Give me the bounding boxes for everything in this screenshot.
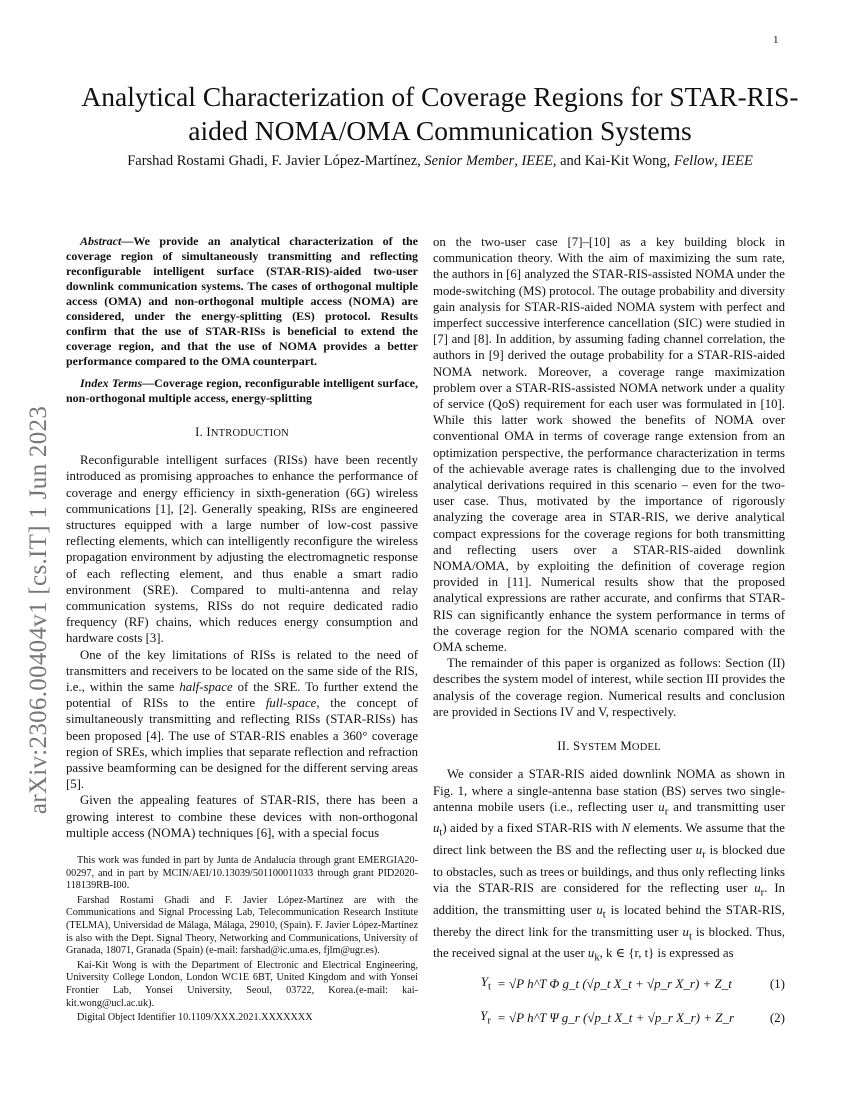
footnotes (66, 855, 418, 1025)
eq1-lhs: Y (480, 973, 488, 989)
sub-r: r (664, 806, 669, 818)
eq1-rhs: = √P h^T Φ g_t (√p_t X_t + √p_r X_r) + Z_t (497, 976, 732, 992)
sub-r: r (760, 887, 765, 899)
section-title-initial-2: M (620, 739, 632, 754)
section-heading-introduction (66, 424, 418, 442)
author-2: F. Javier López-Martínez (271, 153, 418, 169)
author-line: Farshad Rostami Ghadi, F. Javier López-Martínez, Senior Member, IEEE, and Kai-Kit Wong, Fellow, IEEE (127, 153, 753, 169)
sm-text-g: is located behind the STAR-RIS, thereby the direct link for the transmitting user (433, 902, 785, 939)
sm-text-c: ) aided by a fixed STAR-RIS with (442, 821, 622, 836)
intro-paragraph-2 (66, 647, 418, 793)
var-u: u (433, 821, 440, 836)
author-3: Kai-Kit Wong (584, 153, 667, 169)
eq1-number: (1) (769, 976, 785, 992)
intro-paragraph-1: Reconfigurable intelligent surfaces (RISs) have been recently introduced as promising approaches to enhance the performance of coverage and energy efficiency in sixth-generation (6G) wireless communications [1], [2]. Generally speaking, RISs are engineered structures equipped with a large number of low-cost passive reflecting elements, which can intelligently reconfigure the wireless propagation environment by adjusting the electromagnetic response of each reflecting element, and thus enable a smart radio environment (SRE). Compared to multi-antenna and relay communication systems, RISs do not require dedicated radio frequency (RF) chains, which reduces energy consumption and hardware costs [3]. (66, 453, 418, 646)
sub-t: t (602, 909, 606, 921)
author-1: Farshad Rostami Ghadi (127, 153, 265, 169)
equation-2 (433, 1001, 785, 1035)
intro-p2-text-c: , the concept of simultaneously transmitting and reflecting RISs (STAR-RISs) has been proposed [4]. The use of STAR-RIS enables a 360° coverage region of SREs, which implies that separate reflection and refraction passive beamforming can be designed for the different serving areas [5]. (66, 696, 418, 792)
eq2-rhs: = √P h^T Ψ g_r (√p_t X_t + √p_r X_r) + Z_r (497, 1010, 735, 1026)
abstract-text: We provide an analytical characterization of the coverage region of simultaneously transmitting and reflecting reconfigurable intelligent surface (STAR-RIS)-aided two-user downlink communication systems. The cases of orthogonal multiple access (OMA) and non-orthogonal multiple access (NOMA) are considered, under the energy-splitting (ES) protocol. Results confirm that the use of STAR-RISs is beneficial to extend the coverage region, and that the use of NOMA provides a better performance compared to the OMA counterpart. (66, 234, 418, 368)
system-model-paragraph-1 (433, 766, 785, 967)
intro-p2-text-a: One of the key limitations of RISs is related to the need of transmitters and receivers to be located on the same side of the RIS, i.e., within the same (66, 647, 418, 695)
section-numeral: I. (195, 425, 203, 439)
section-title-initial: I (206, 425, 211, 439)
section-title-initial: S (573, 739, 581, 754)
sub-r: r (702, 849, 706, 861)
var-n: N (621, 821, 631, 836)
intro-paragraph-3-continued: on the two-user case [7]–[10] as a key building block in communication theory. With the aim of maximizing the sum rate, the authors in [6] analyzed the STAR-RIS-assisted NOMA under the mode-switching (MS) protocol. The outage probability and diversity gain analysis for STAR-RIS-aided NOMA system with perfect and imperfect successive interference cancellation (SIC) were studied in [7] and [8]. In addition, by assuming fading channel correlation, the authors in [9] derived the outage probability for a STAR-RIS-aided NOMA network. Moreover, a coverage range maximization problem over a STAR-RIS-assisted NOMA network under a quality of service (QoS) requirement for each user was formulated in [10]. While this latter work showed the benefits of NOMA over conventional OMA in terms of coverage range extension from an optimization perspective, the performance characterization in terms of the achievable average rates is challenging due to the involved analytical derivations required in this scenario – even for the two-user case. Thus, motivated by the importance of rigorously analyzing the coverage area in STAR-RIS, we derive analytical compact expressions for the coverage regions for both transmitting and reflecting users over a STAR-RIS-aided downlink NOMA/OMA, by exploiting the definition of coverage region provided in [11]. Numerical results show that the proposed analytical expressions are rather accurate, and confirms that STAR-RIS can significantly enhance the system performance in terms of the coverage region for the NOMA scenario compared with the OMA scheme. (433, 235, 785, 655)
arxiv-identifier-stamp[interactable]: arXiv:2306.00404v1 [cs.IT] 1 Jun 2023 (25, 405, 52, 815)
author-conjunction: and (560, 153, 582, 169)
sm-text-d: elements. We assume that the direct link between the BS and the reflecting user (433, 821, 785, 858)
sm-text-f: . In addition, the transmitting user (433, 881, 786, 917)
eq1-lhs-sub: t (487, 980, 491, 993)
section-numeral: II. (557, 739, 570, 754)
index-terms-text: Coverage region, reconfigurable intelligent surface, non-orthogonal multiple access, energy-splitting (66, 376, 418, 405)
intro-paragraph-3: Given the appealing features of STAR-RIS, there has been a growing interest to combine these devices with non-orthogonal multiple access (NOMA) techniques [6], with a special focus (66, 793, 418, 840)
equation-1 (433, 967, 785, 1001)
eq2-lhs-sub: r (487, 1014, 491, 1027)
sm-text-a: We consider a STAR-RIS aided downlink NOMA as shown in Fig. 1, where a single-antenna base station (BS) serves two single-antenna mobile users (i.e., reflecting user (433, 767, 785, 814)
sm-text-e: is blocked due to obstacles, such as trees or buildings, and thus only reflecting links via the STAR-RIS are considered for the reflecting user (433, 843, 785, 896)
var-u: u (695, 843, 703, 858)
var-u: u (658, 799, 665, 814)
sub-t: t (688, 931, 692, 943)
sm-text-i: , k ∈ {r, t} is expressed as (599, 946, 734, 961)
author-2-role: Senior Member (424, 153, 515, 169)
author-3-org: IEEE (721, 153, 753, 169)
index-terms-label: Index Terms (80, 376, 143, 390)
intro-p2-text-b: of the SRE. To further extend the potential of RISs to the entire (66, 680, 418, 711)
index-terms: Index Terms—Coverage region, reconfigurable intelligent surface, non-orthogonal multiple access, energy-splitting (66, 376, 418, 405)
section-title-rest-2: ODEL (631, 742, 661, 754)
right-column (433, 234, 785, 1035)
section-title-rest: NTRODUCTION (210, 428, 289, 439)
intro-p2-emphasis-2: full-space (265, 696, 317, 711)
var-u: u (682, 924, 689, 939)
sub-k: k (594, 952, 600, 964)
var-u: u (596, 902, 603, 917)
sm-text-h: is blocked. Thus, the received signal at the user (433, 924, 785, 961)
paper-title: Analytical Characterization of Coverage Regions for STAR-RIS-aided NOMA/OMA Communication Systems (81, 81, 799, 146)
author-3-role: Fellow (673, 153, 715, 169)
abstract-label: Abstract (80, 234, 122, 248)
eq2-number: (2) (769, 1010, 785, 1026)
abstract: Abstract—We provide an analytical characterization of the coverage region of simultaneously transmitting and reflecting reconfigurable intelligent surface (STAR-RIS)-aided two-user downlink communication systems. The cases of orthogonal multiple access (OMA) and non-orthogonal multiple access (NOMA) are considered, under the energy-splitting (ES) protocol. Results confirm that the use of STAR-RISs is beneficial to extend the coverage region, and that the use of NOMA provides a better performance compared to the OMA counterpart. (66, 234, 418, 368)
section-heading-system-model (433, 738, 785, 756)
page-number: 1 (773, 34, 779, 46)
var-u: u (754, 881, 761, 896)
intro-p2-emphasis-1: half-space (179, 680, 233, 695)
eq2-lhs: Y (480, 1007, 488, 1023)
sub-t: t (439, 828, 443, 839)
intro-paragraph-4: The remainder of this paper is organized as follows: Section (II) describes the system model of interest, while section III provides the analysis of the coverage region. Numerical results and conclusion are provided in Sections IV and V, respectively. (433, 656, 785, 719)
sm-text-b: and transmitting user (668, 799, 785, 814)
footnote-doi: Digital Object Identifier 10.1109/XXX.2021.XXXXXXX (77, 1012, 313, 1024)
section-title-rest: YSTEM (580, 742, 617, 754)
left-column (66, 234, 418, 1027)
footnote-affiliation-2: Kai-Kit Wong is with the Department of Electronic and Electrical Engineering, University College London, London WC1E 6BT, United Kingdom and with Yonsei Frontier Lab, Yonsei University, Seoul, 03722, Korea.(e-mail: kai-kit.wong@ucl.ac.uk). (66, 959, 418, 1009)
var-u: u (587, 946, 595, 961)
author-2-org: IEEE (521, 153, 553, 169)
footnote-affiliation-1: Farshad Rostami Ghadi and F. Javier López-Martínez are with the Communications and Signal Processing Lab, Telecommunication Research Institute (TELMA), Universidad de Málaga, Málaga, 29010, (Spain). F. Javier López-Martínez is also with the Dept. Signal Theory, Networking and Communications, University of Granada, 18071, Granada (Spain) (e-mail: farshad@ic.uma.es, fjlm@ugr.es). (66, 894, 418, 957)
footnote-funding: This work was funded in part by Junta de Andalucía through grant EMERGIA20-00297, and in part by MCIN/AEI/10.13039/501100011033 through grant PID2020-118139RB-I00. (66, 855, 418, 892)
